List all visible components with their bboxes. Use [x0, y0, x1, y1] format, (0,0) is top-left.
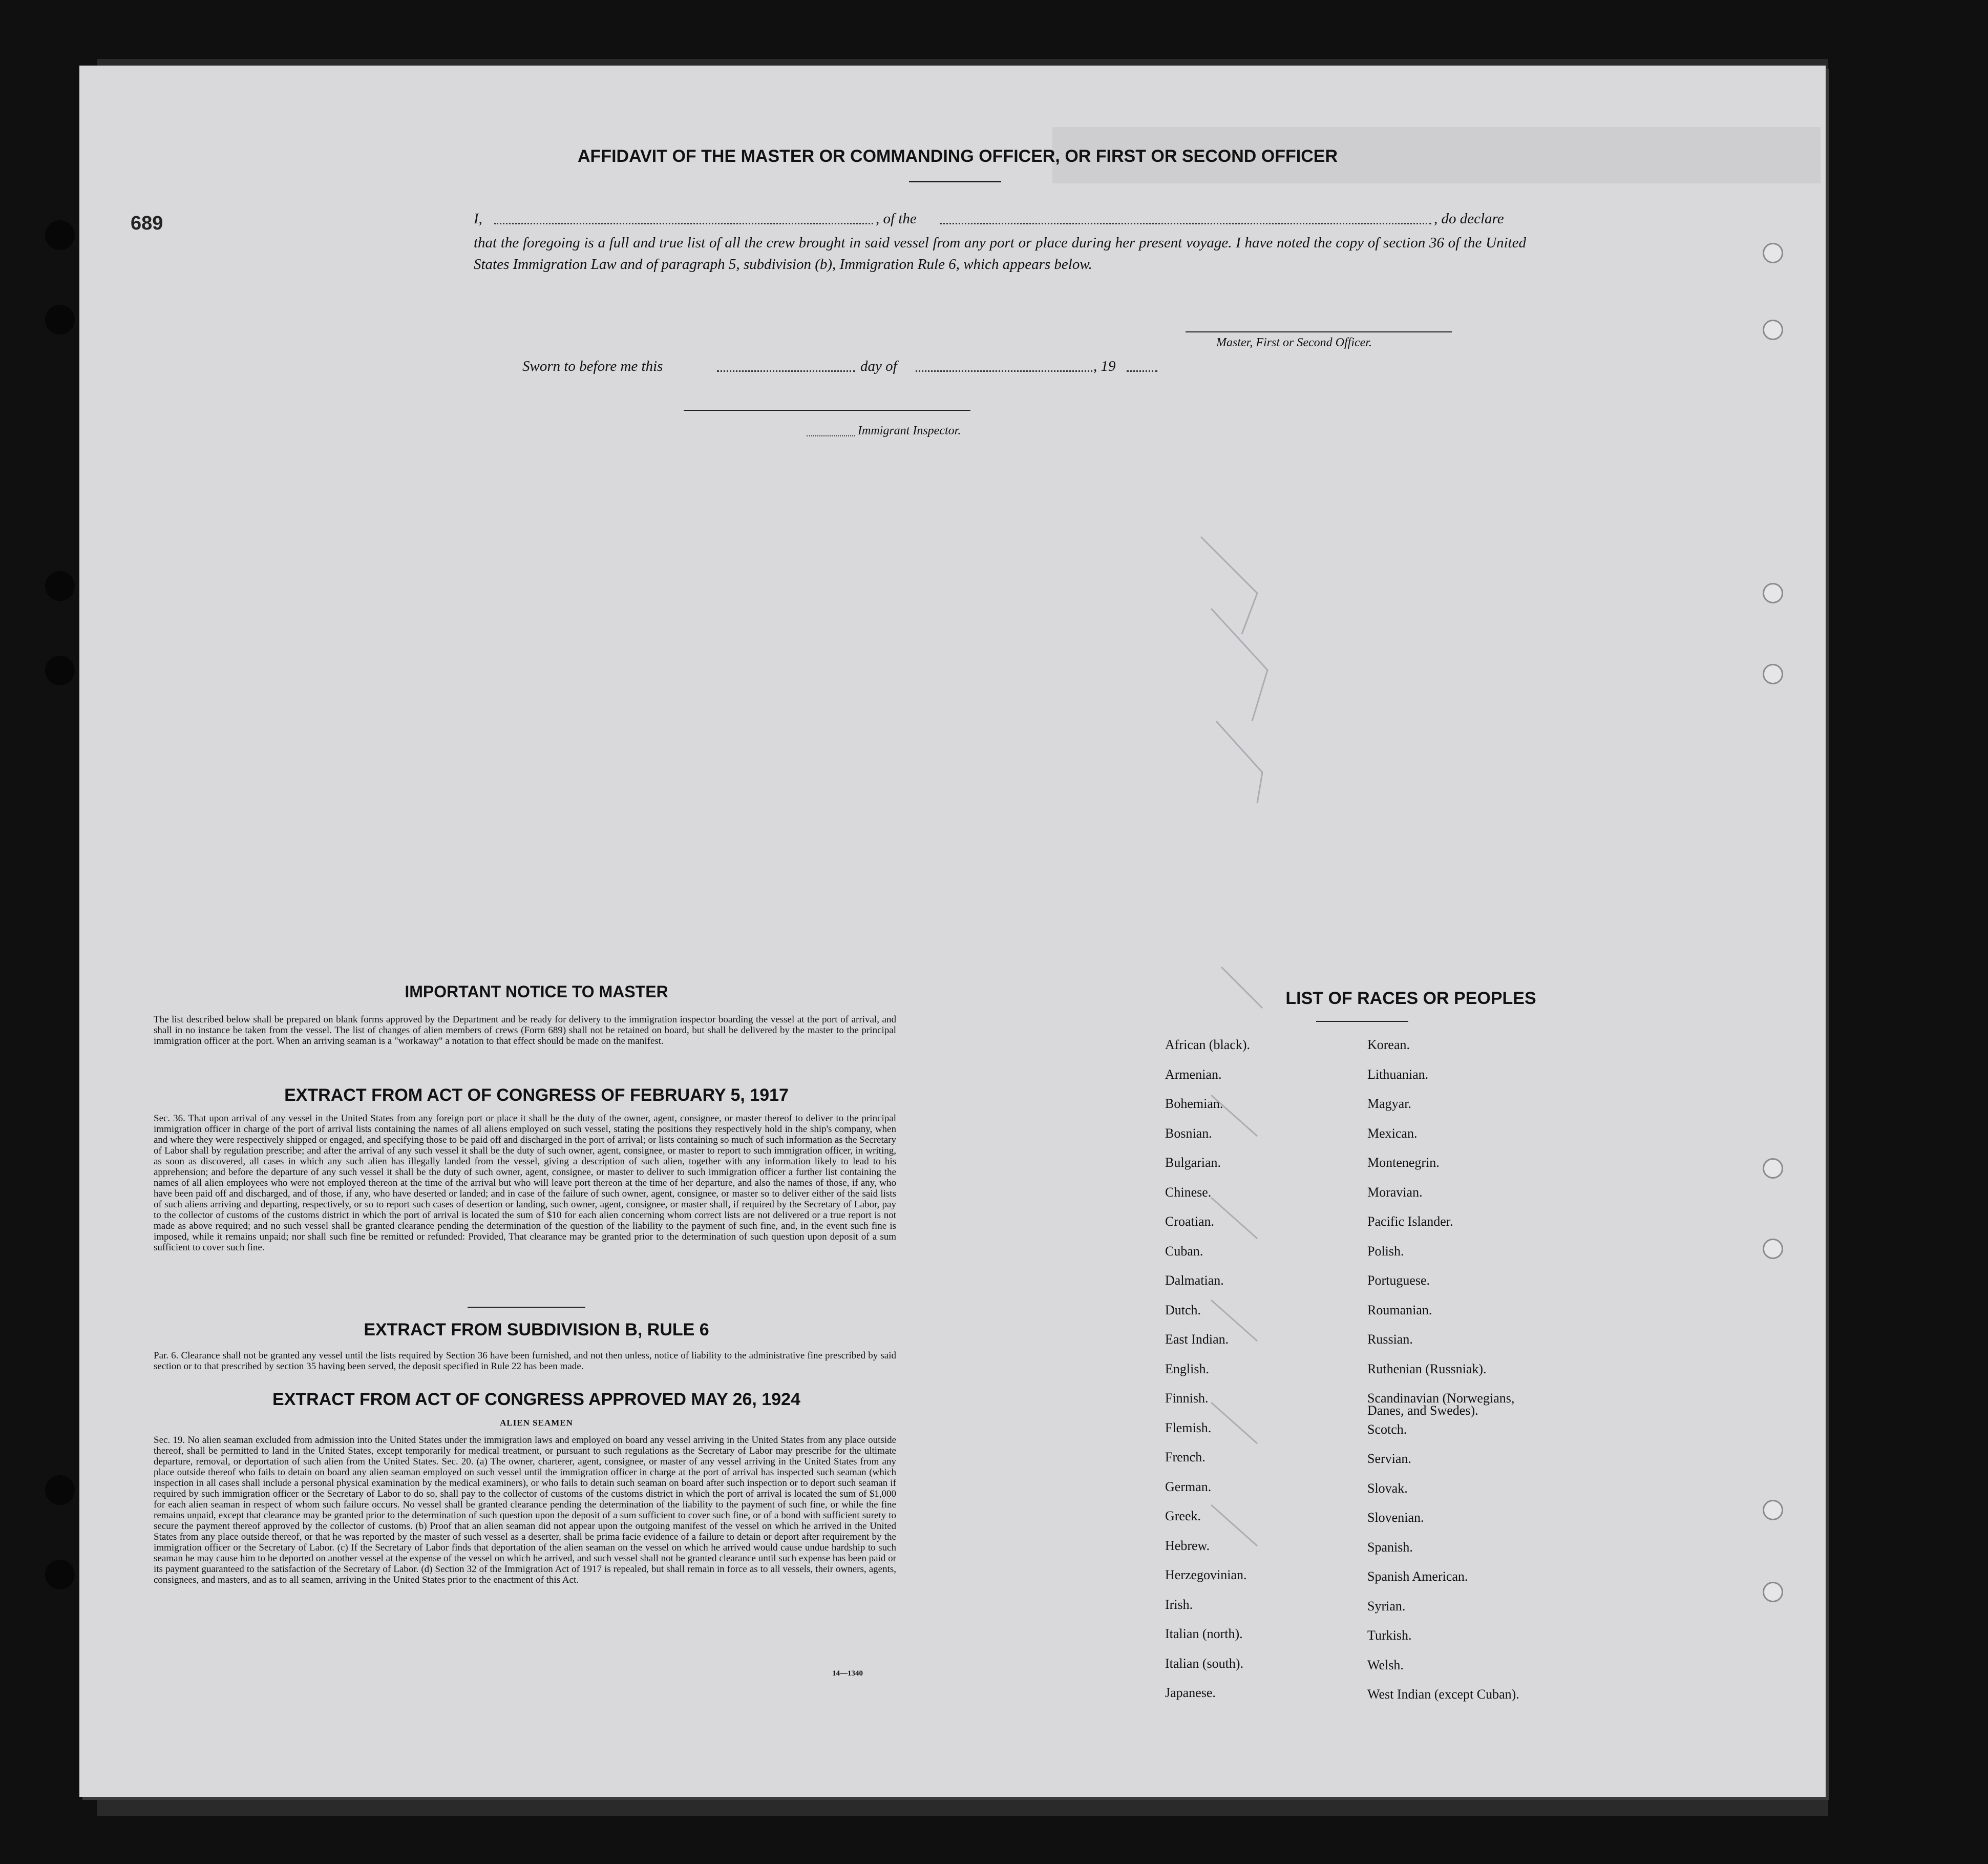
- extract-1924-subtitle: ALIEN SEAMEN: [500, 1418, 573, 1428]
- pencil-tick: [1211, 1198, 1257, 1239]
- race-item: Pacific Islander.: [1367, 1214, 1453, 1229]
- inspector-label: Immigrant Inspector.: [858, 424, 961, 437]
- affidavit-body: that the foregoing is a full and true list of all the crew brought in said vessel from any port or place during her present voyage. I have noted the copy of section 36 of the United States Immigration Law and of paragraph 5, subdivision (b), Immigration Rule 6, which appears below.: [474, 235, 1526, 273]
- race-item: Moravian.: [1367, 1184, 1423, 1200]
- race-item: Magyar.: [1367, 1096, 1411, 1111]
- pencil-tick: [1201, 537, 1257, 634]
- binder-hole: [45, 656, 75, 685]
- race-item: Turkish.: [1367, 1628, 1412, 1643]
- race-item: Japanese.: [1165, 1685, 1216, 1700]
- form-number: 14—1340: [832, 1669, 863, 1678]
- race-item: Irish.: [1165, 1597, 1193, 1612]
- sworn-day-field[interactable]: [717, 370, 855, 372]
- pencil-tick: [1211, 1095, 1257, 1136]
- race-item: Welsh.: [1367, 1657, 1404, 1672]
- extract-1924-text: Sec. 19. No alien seaman excluded from admission into the United States under the immigration laws and employed on board any vessel arriving in the United States from any place outside thereof, shall be permitted to land in the United States, except temporarily for medical treatment, or pursuant to such regulations as the Secretary of Labor may prescribe for the ultimate departure, removal, or deportation of such alien from the United States. Sec. 20. (a) The owner, charterer, agent, consignee, or master of any vessel arriving in the United States from any place outside thereof who fails to detain on board any alien seaman employed on such vessel until the immigration officer in charge at the port of arrival has inspected such seaman (which inspection in all cases shall include a personal physical examination by the medical examiners), or who fails to detain such seaman on board after such inspection or to deport such seaman if required by such immigration officer or the Secretary of Labor to do so, shall pay to the collector of customs of the customs district in which the port of arrival is located the sum of $1,000 for each alien seaman in respect of whom such failure occurs. No vessel shall be granted clearance pending the determination of the liability to the payment of such fine, or while the fine remains unpaid, except that clearance may be granted prior to the determination of such question upon the deposit of a sum sufficient to cover such fine, or of a bond with sufficient surety to secure the payment thereof approved by the collector of customs. (b) Proof that an alien seaman did not appear upon the outgoing manifest of the vessel on which he arrived in the United States from any place outside thereof, or that he was reported by the master of such vessel as a deserter, shall be prima facie evidence of a failure to detain or deport after requirement by the immigration officer or the Secretary of Labor. (c) If the Secretary of Labor finds that deportation of the alien seaman on the vessel on which he arrived would cause undue hardship to such seaman he may cause him to be deported on another vessel at the expense of the vessel on which he arrived, and such vessel shall not be granted clearance until such expense has been paid or its payment guaranteed to the satisfaction of the Secretary of Labor. (d) Section 32 of the Immigration Act of 1917 is repealed, but shall remain in force as to all vessels, their owners, agents, consignees, and masters, and as to all seamen, arriving in the United States prior to the enactment of this Act.: [154, 1435, 896, 1585]
- race-item: African (black).: [1165, 1037, 1251, 1052]
- signature-label: Master, First or Second Officer.: [1216, 336, 1372, 349]
- race-item: Bulgarian.: [1165, 1155, 1221, 1170]
- race-item: English.: [1165, 1361, 1209, 1376]
- pencil-tick: [1211, 1505, 1257, 1546]
- punch-ring: [1763, 664, 1783, 684]
- binder-hole: [45, 220, 75, 250]
- affidavit-title: AFFIDAVIT OF THE MASTER OR COMMANDING OFFICER, OR FIRST OR SECOND OFFICER: [578, 146, 1338, 166]
- races-title: LIST OF RACES OR PEOPLES: [1285, 989, 1536, 1008]
- race-item: Flemish.: [1165, 1420, 1212, 1435]
- binder-hole: [45, 305, 75, 334]
- inspector-dash: [807, 435, 855, 436]
- sworn-text: Sworn to before me this: [522, 358, 663, 374]
- punch-ring: [1763, 1582, 1783, 1602]
- race-item: Dutch.: [1165, 1302, 1201, 1317]
- form-code: 689: [131, 213, 163, 234]
- declare-line-start: I,: [474, 211, 482, 227]
- race-item: Servian.: [1367, 1451, 1411, 1466]
- pencil-tick: [1211, 1402, 1257, 1443]
- race-item: Montenegrin.: [1367, 1155, 1440, 1170]
- punch-ring: [1763, 1158, 1783, 1179]
- signature-line[interactable]: [1186, 331, 1452, 332]
- race-item: Bosnian.: [1165, 1125, 1212, 1141]
- binder-hole: [45, 1475, 75, 1505]
- race-item: Scotch.: [1367, 1421, 1407, 1437]
- race-item: Dalmatian.: [1165, 1273, 1224, 1288]
- declare-line-end: , do declare: [1434, 211, 1504, 227]
- race-item: Cuban.: [1165, 1243, 1203, 1259]
- race-item: Portuguese.: [1367, 1273, 1430, 1288]
- title-underline: [909, 181, 1001, 182]
- race-item: Hebrew.: [1165, 1538, 1210, 1553]
- race-item: Spanish.: [1367, 1539, 1413, 1555]
- notice-title: IMPORTANT NOTICE TO MASTER: [405, 982, 668, 1001]
- race-item: Chinese.: [1165, 1184, 1212, 1200]
- race-item: Russian.: [1367, 1332, 1413, 1347]
- extract-1917-text: Sec. 36. That upon arrival of any vessel in the United States from any foreign port or place it shall be the duty of the owner, agent, consignee, or master thereof to deliver to the principal immigration officer in charge of the port of arrival lists containing the names of all aliens employed on such vessel, stating the positions they respectively hold in the ship's company, when and where they were respectively shipped or engaged, and specifying those to be paid off and discharged in the port of arrival; or lists containing so much of such information as the Secretary of Labor shall by regulation prescribe; and after the arrival of any such vessel it shall be the duty of such owner, agent, consignee, or master to report to such immigration officer, in writing, as soon as discovered, all cases in which any such alien has illegally landed from the vessel, giving a description of such alien, together with any information likely to lead to his apprehension; and before the departure of any such vessel it shall be the duty of such owner, agent, consignee, or master to deliver to such immigration officer a further list containing the names of all alien employees who were not employed thereon at the time of the arrival but who will leave port thereon at the time of her departure, and also the names of those, if any, who have been paid off and discharged, and of those, if any, who have deserted or landed; and in case of the failure of such owner, agent, consignee, or master so to deliver either of the said lists of such aliens arriving and departing, respectively, or so to report such cases of desertion or landing, such owner, agent, consignee, or master shall, if required by the Secretary of Labor, pay to the collector of customs of the customs district in which the port of arrival is located the sum of $10 for each alien concerning whom correct lists are not delivered or a true report is not made as above required; and no such vessel shall be granted clearance pending the determination of the question of the liability to the payment of such fine, and, in the event such fine is imposed, while it remains unpaid; nor shall such fine be remitted or refunded: Provided, That clearance may be granted prior to the determination of such question upon deposit of a sum sufficient to cover such fine.: [154, 1113, 896, 1253]
- race-item: Polish.: [1367, 1243, 1404, 1259]
- sworn-year-field[interactable]: [1127, 370, 1157, 372]
- pencil-tick: [1211, 1300, 1257, 1341]
- race-item: Herzegovinian.: [1165, 1567, 1247, 1582]
- declare-line-mid: , of the: [876, 211, 917, 227]
- race-item: Slovak.: [1367, 1480, 1408, 1496]
- race-item: Italian (north).: [1165, 1626, 1243, 1641]
- race-item: Mexican.: [1367, 1125, 1418, 1141]
- section-divider: [468, 1307, 585, 1308]
- race-item: West Indian (except Cuban).: [1367, 1687, 1519, 1702]
- extract-rule6-text: Par. 6. Clearance shall not be granted any vessel until the lists required by Section 36 have been furnished, and not then unless, notice of liability to the administrative fine prescribed by said section or to that prescribed by section 35 having been served, the deposit specified in Rule 22 has been made.: [154, 1350, 896, 1372]
- race-item: Italian (south).: [1165, 1656, 1244, 1671]
- race-item: Roumanian.: [1367, 1302, 1432, 1317]
- punch-ring: [1763, 583, 1783, 603]
- race-item: Korean.: [1367, 1037, 1410, 1052]
- punch-ring: [1763, 1239, 1783, 1259]
- extract-1917-title: EXTRACT FROM ACT OF CONGRESS OF FEBRUARY 5, 1917: [284, 1085, 789, 1105]
- sworn-month-field[interactable]: [916, 370, 1092, 372]
- extract-rule6-title: EXTRACT FROM SUBDIVISION B, RULE 6: [364, 1320, 709, 1339]
- sworn-year-prefix: , 19: [1093, 358, 1116, 374]
- pencil-marks: [1180, 506, 1436, 1684]
- form-page: [79, 66, 1826, 1797]
- vessel-name-field[interactable]: [940, 223, 1431, 224]
- pencil-tick: [1211, 609, 1267, 721]
- race-item: Greek.: [1165, 1509, 1201, 1523]
- race-item: East Indian.: [1165, 1332, 1229, 1347]
- punch-ring: [1763, 243, 1783, 263]
- race-item: Lithuanian.: [1367, 1066, 1429, 1082]
- race-item: Ruthenian (Russniak).: [1367, 1361, 1487, 1376]
- race-item: Croatian.: [1165, 1214, 1215, 1229]
- notice-text: The list described below shall be prepared on blank forms approved by the Department and be ready for delivery to the immigration inspector boarding the vessel at the port of arrival, and shall in no instance be taken from the vessel. The list of changes of alien members of crews (Form 689) shall not be retained on board, but shall be delivered by the master to the principal immigration officer at the port. When an arriving seaman is a "workaway" a notation to that effect should be made on the manifest.: [154, 1014, 896, 1046]
- race-item: Spanish American.: [1367, 1569, 1468, 1584]
- inspector-signature-line[interactable]: [684, 410, 970, 411]
- race-item: French.: [1165, 1450, 1206, 1464]
- binder-hole: [45, 1560, 75, 1589]
- race-item: Armenian.: [1165, 1066, 1222, 1082]
- sworn-day-of: day of: [860, 358, 897, 374]
- race-item: Bohemian.: [1165, 1096, 1223, 1111]
- punch-ring: [1763, 1500, 1783, 1520]
- race-item: German.: [1165, 1479, 1212, 1494]
- race-item: Scandinavian (Norwegians, Danes, and Swedes).: [1367, 1391, 1515, 1418]
- master-name-field[interactable]: [494, 223, 873, 224]
- pencil-tick: [1221, 967, 1262, 1008]
- binder-hole: [45, 571, 75, 601]
- race-item: Finnish.: [1165, 1391, 1209, 1406]
- punch-ring: [1763, 320, 1783, 340]
- pencil-tick: [1216, 721, 1262, 803]
- race-item: Slovenian.: [1367, 1510, 1424, 1525]
- extract-1924-title: EXTRACT FROM ACT OF CONGRESS APPROVED MAY 26, 1924: [272, 1390, 800, 1409]
- race-item: Syrian.: [1367, 1598, 1406, 1614]
